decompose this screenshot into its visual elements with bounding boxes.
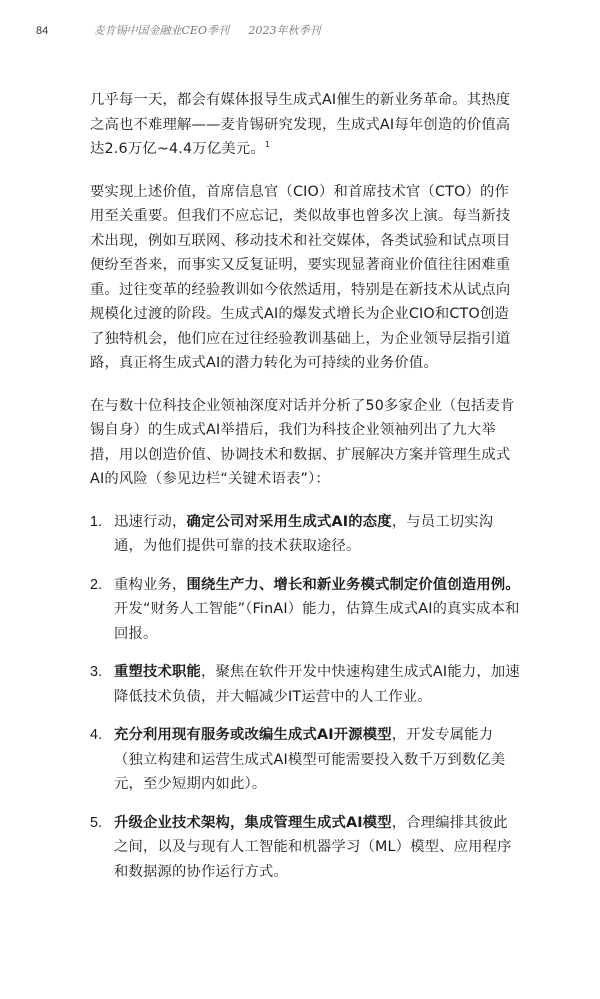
list-item (90, 573, 520, 647)
list-number: 1. (90, 513, 103, 530)
list-item-pre: 迅速行动， (114, 513, 187, 530)
list-number: 5. (90, 814, 103, 831)
paragraph-3: 在与数十位科技企业领袖深度对话并分析了50多家企业（包括麦肯锡自身）的生成式AI举措后，我们为科技企业领袖列出了九大举措，用以创造价值、协调技术和数据、扩展解决方案并管理生成式AI的风险（参见边栏“关键术语表”）： (90, 397, 515, 487)
publication-title: 麦肯锡中国金融业CEO季刊 (93, 24, 229, 37)
list-item (90, 510, 520, 559)
list-number: 4. (90, 727, 103, 743)
list-number: 2. (90, 576, 103, 593)
page-header (36, 22, 320, 38)
list-item-bold: 确定公司对采用生成式AI的态度 (186, 513, 392, 530)
article-body (90, 88, 520, 898)
list-item-pre: 重构业务， (114, 576, 187, 593)
list-item-bold: 升级企业技术架构，集成管理生成式AI模型 (114, 814, 392, 831)
list-item (90, 811, 520, 885)
paragraph-1-text: 几乎每一天，都会有媒体报导生成式AI催生的新业务革命。其热度之高也不难理解——麦肯锡研究发现，生成式AI每年创造的价值高达2.6万亿~4.4万亿美元。 (90, 92, 511, 157)
page-number: 84 (36, 25, 49, 37)
list-item (90, 660, 520, 709)
issue-label: 2023年秋季刊 (248, 24, 321, 37)
list-item-post: ，合理编排其彼此之间，以及与现有人工智能和机器学习（ML）模型、应用程序和数据源的协作运行方式。 (114, 814, 512, 880)
list-item (90, 723, 520, 797)
paragraph-1 (90, 88, 520, 162)
paragraph-2: 要实现上述价值，首席信息官（CIO）和首席技术官（CTO）的作用至关重要。但我们不应忘记，类似故事也曾多次上演。每当新技术出现，例如互联网、移动技术和社交媒体，各类试验和试点项目便纷至沓来，而事实又反复证明，要实现显著商业价值往往困难重重。过往变革的经验教训如今依然适用，特别是在新技术从试点向规模化过渡的阶段。生成式AI的爆发式增长为企业CIO和CTO创造了独特机会，他们应在过往经验教训基础上，为企业领导层指引道路，真正将生成式AI的潜力转化为可持续的业务价值。 (90, 183, 511, 371)
initiatives-list (90, 510, 520, 885)
list-item-bold: 围绕生产力、增长和新业务模式制定价值创造用例。 (186, 576, 520, 593)
list-item-post: ，聚焦在软件开发中快速构建生成式AI能力，加速降低技术负债，并大幅减少IT运营中的人工作业。 (114, 664, 520, 705)
list-item-post: ，开发专属能力（独立构建和运营生成式AI模型可能需要投入数千万到数亿美元，至少短期内如此）。 (114, 727, 506, 792)
list-number: 3. (90, 664, 103, 680)
list-item-post: 开发“财务人工智能”（FinAI）能力，估算生成式AI的真实成本和回报。 (114, 601, 520, 642)
list-item-bold: 充分利用现有服务或改编生成式AI开源模型 (114, 727, 392, 743)
list-item-post: ，与员工切实沟通，为他们提供可靠的技术获取途径。 (114, 513, 494, 554)
list-item-bold: 重塑技术职能 (114, 664, 201, 680)
footnote-ref-1: 1 (264, 140, 271, 150)
